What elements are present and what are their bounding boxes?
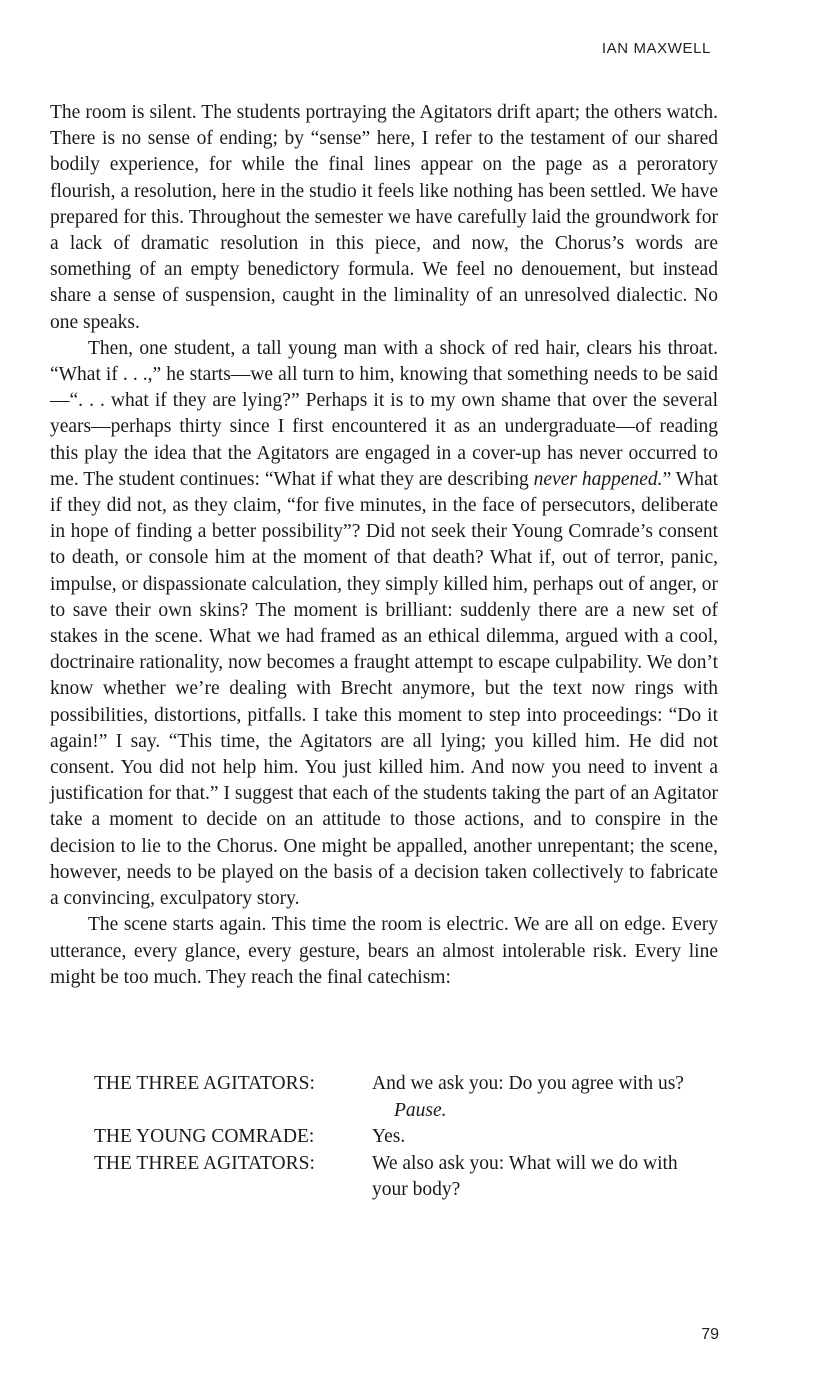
paragraph [50, 912, 718, 991]
running-head: IAN MAXWELL [601, 40, 711, 57]
speech-text: We also ask you: What will we do with your body? [372, 1152, 678, 1200]
play-script-excerpt [94, 1071, 694, 1204]
speaker-name: THE THREE AGITATORS: [94, 1152, 315, 1174]
text-run: Then, one student, a tall young man with a shock of red hair, clears his throat. “What if . . .,” he starts—we all turn to him, knowing that something needs to be said—“. . . what if they are lying?” Perhaps it is to my own shame that over the several years—perhaps thirty since I first encountered it as an undergraduate—of reading this play the idea that the Agitators are engaged in a cover-up has never occurred to me. The student continues: “What if what they are describing [50, 337, 718, 490]
paragraph [50, 336, 718, 912]
script-line [94, 1151, 694, 1204]
page-number: 79 [701, 1326, 719, 1343]
speech-text: Yes. [372, 1126, 406, 1147]
speech-text: And we ask you: Do you agree with us? [372, 1073, 684, 1094]
text-run: The scene starts again. This time the room is electric. We are all on edge. Every utterance, every glance, every gesture, bears an almost intolerable risk. Every line might be too much. They reach the final catechism: [50, 914, 718, 988]
script-line [94, 1124, 694, 1151]
paragraph [50, 100, 718, 336]
speaker-name: THE YOUNG COMRADE: [94, 1126, 315, 1147]
text-run: ” What if they did not, as they claim, “for five minutes, in the face of persecutors, deliberate in hope of finding a better possibility”? Did not seek their Young Comrade’s consent to death, or console him at the moment of that death? What if, out of terror, panic, impulse, or dispassionate calculation, they simply killed him, perhaps out of anger, or to save their own skins? The moment is brilliant: suddenly there are a new set of stakes in the scene. What we had framed as an ethical dilemma, argued with a cool, doctrinaire rationality, now becomes a fraught attempt to escape culpability. We don’t know whether we’re dealing with Brecht anymore, but the text now rings with possibilities, distortions, pitfalls. I take this moment to step into proceedings: “Do it again!” I say. “This time, the Agitators are all lying; you killed him. He did not consent. You did not help him. You just killed him. And now you need to invent a justification for that.” I suggest that each of the students taking the part of an Agitator take a moment to decide on an attitude to those actions, and to conspire in the decision to lie to the Chorus. One might be appalled, another unrepentant; the scene, however, needs to be played on the basis of a decision taken collectively to fabricate a convincing, exculpatory story. [50, 468, 719, 910]
text-run: The room is silent. The students portraying the Agitators drift apart; the others watch. There is no sense of ending; by “sense” here, I refer to the testament of our shared bodily experience, for while the final lines appear on the page as a peroratory flourish, a resolution, here in the studio it feels like nothing has been settled. We have prepared for this. Throughout the semester we have carefully laid the groundwork for a lack of dramatic resolution in this piece, and now, the Chorus’s words are something of an empty benedictory formula. We feel no denouement, but instead share a sense of suspension, caught in the liminality of an unresolved dialectic. No one speaks. [50, 102, 718, 333]
script-line [94, 1071, 694, 1098]
speaker-name: THE THREE AGITATORS: [94, 1073, 315, 1094]
body-text [50, 100, 718, 991]
stage-direction: Pause. [394, 1099, 447, 1121]
italic-text: never happened. [533, 468, 663, 490]
